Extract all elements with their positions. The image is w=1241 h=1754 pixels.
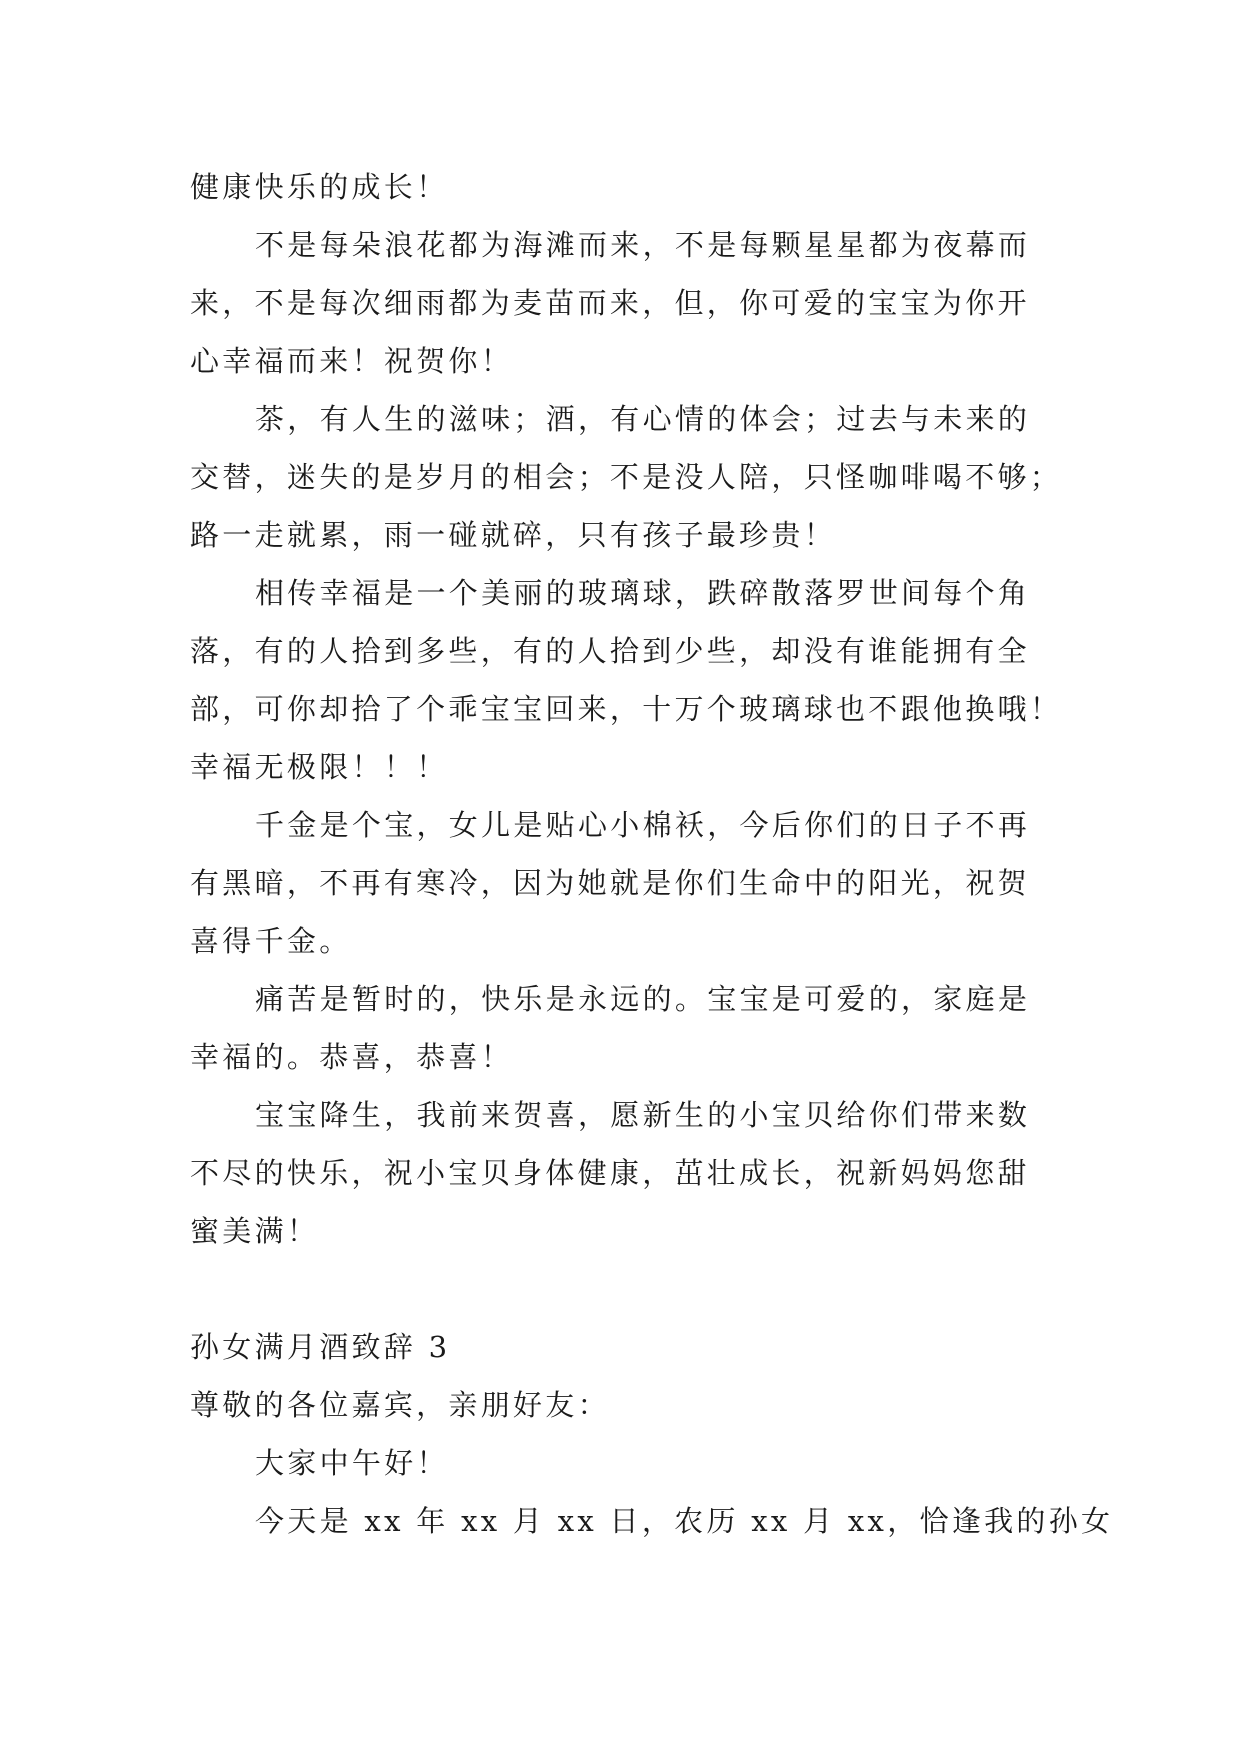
- paragraph-line: 今天是 xx 年 xx 月 xx 日，农历 xx 月 xx，恰逢我的孙女: [255, 1504, 1114, 1538]
- document-page: [190, 158, 1114, 1550]
- paragraph-line: 不是每朵浪花都为海滩而来，不是每颗星星都为夜幕而: [255, 228, 1031, 262]
- paragraph-line: 幸福无极限！！！: [190, 750, 449, 784]
- paragraph-line: 心幸福而来！祝贺你！: [190, 344, 514, 378]
- paragraph-line: 不尽的快乐，祝小宝贝身体健康，茁壮成长，祝新妈妈您甜: [190, 1156, 1030, 1190]
- paragraph-line: 交替，迷失的是岁月的相会；不是没人陪，只怪咖啡喝不够；: [190, 460, 1063, 494]
- salutation: 尊敬的各位嘉宾，亲朋好友：: [190, 1388, 610, 1422]
- section-title: 孙女满月酒致辞 3: [190, 1330, 451, 1364]
- paragraph-line: 千金是个宝，女儿是贴心小棉袄，今后你们的日子不再: [255, 808, 1031, 842]
- paragraph-line: 落，有的人拾到多些，有的人拾到少些，却没有谁能拥有全: [190, 634, 1030, 668]
- paragraph-line: 路一走就累，雨一碰就碎，只有孩子最珍贵！: [190, 518, 837, 552]
- paragraph-line: 相传幸福是一个美丽的玻璃球，跌碎散落罗世间每个角: [255, 576, 1031, 610]
- paragraph-line: 蜜美满！: [190, 1214, 320, 1248]
- greeting: 大家中午好！: [255, 1446, 449, 1480]
- paragraph-line: 宝宝降生，我前来贺喜，愿新生的小宝贝给你们带来数: [255, 1098, 1031, 1132]
- paragraph-line: 部，可你却拾了个乖宝宝回来，十万个玻璃球也不跟他换哦！: [190, 692, 1063, 726]
- paragraph-line: 喜得千金。: [190, 924, 352, 958]
- paragraph-line: 幸福的。恭喜，恭喜！: [190, 1040, 514, 1074]
- paragraph-line: 痛苦是暂时的，快乐是永远的。宝宝是可爱的，家庭是: [255, 982, 1031, 1016]
- paragraph-line: 有黑暗，不再有寒冷，因为她就是你们生命中的阳光，祝贺: [190, 866, 1030, 900]
- paragraph-line: 茶，有人生的滋味；酒，有心情的体会；过去与未来的: [255, 402, 1031, 436]
- blank-line: [190, 1260, 1055, 1318]
- paragraph-line: 健康快乐的成长！: [190, 170, 449, 204]
- paragraph-line: 来，不是每次细雨都为麦苗而来，但，你可爱的宝宝为你开: [190, 286, 1030, 320]
